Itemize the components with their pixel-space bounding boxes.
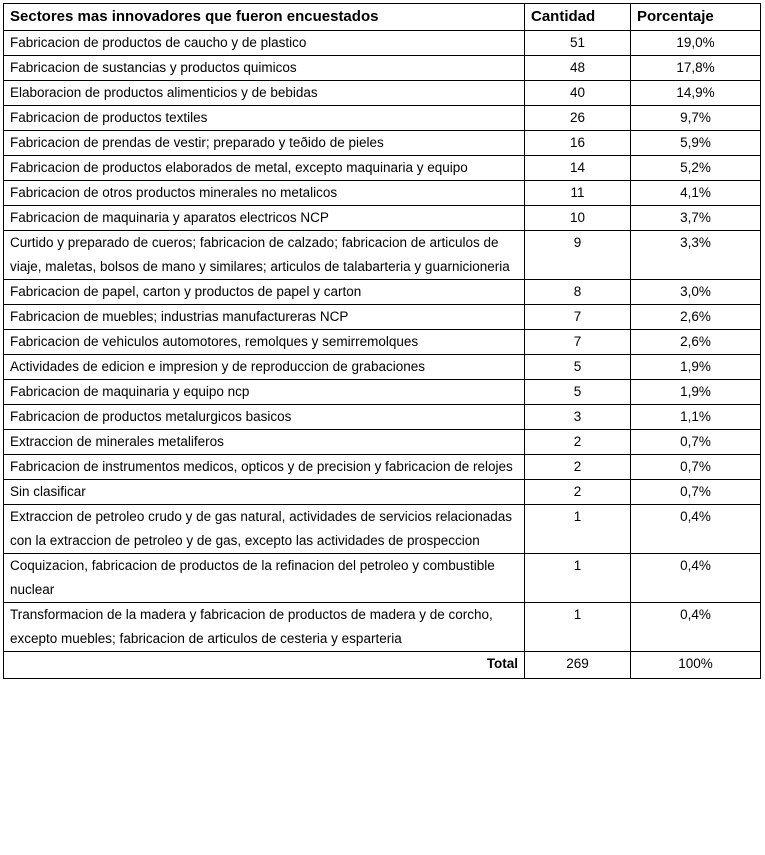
porcentaje-cell: 4,1% [631, 181, 761, 206]
porcentaje-cell: 2,6% [631, 330, 761, 355]
table-row [4, 81, 761, 106]
sector-cell: Coquizacion, fabricacion de productos de la refinacion del petroleo y combustible nuclear [4, 554, 525, 603]
table-row [4, 405, 761, 430]
sector-cell: Fabricacion de instrumentos medicos, opticos y de precision y fabricacion de relojes [4, 455, 525, 480]
sector-cell: Extraccion de petroleo crudo y de gas natural, actividades de servicios relacionadas con la extraccion de petroleo y de gas, excepto las actividades de prospeccion [4, 505, 525, 554]
porcentaje-cell: 3,3% [631, 231, 761, 280]
sector-cell: Fabricacion de muebles; industrias manufactureras NCP [4, 305, 525, 330]
porcentaje-cell: 1,9% [631, 355, 761, 380]
table-row [4, 106, 761, 131]
cantidad-cell: 3 [525, 405, 631, 430]
porcentaje-cell: 0,7% [631, 480, 761, 505]
sector-cell: Extraccion de minerales metaliferos [4, 430, 525, 455]
sector-cell: Fabricacion de prendas de vestir; preparado y teðido de pieles [4, 131, 525, 156]
porcentaje-cell: 5,2% [631, 156, 761, 181]
cantidad-cell: 7 [525, 330, 631, 355]
table-row [4, 181, 761, 206]
cantidad-cell: 5 [525, 380, 631, 405]
table-row [4, 131, 761, 156]
cantidad-cell: 1 [525, 603, 631, 652]
table-row [4, 480, 761, 505]
header-porcentaje: Porcentaje [631, 4, 761, 31]
porcentaje-cell: 1,1% [631, 405, 761, 430]
cantidad-cell: 40 [525, 81, 631, 106]
table-row [4, 156, 761, 181]
porcentaje-cell: 3,7% [631, 206, 761, 231]
cantidad-cell: 1 [525, 554, 631, 603]
sector-cell: Fabricacion de productos metalurgicos basicos [4, 405, 525, 430]
cantidad-cell: 2 [525, 430, 631, 455]
cantidad-cell: 48 [525, 56, 631, 81]
table-row [4, 305, 761, 330]
sector-cell: Transformacion de la madera y fabricacion de productos de madera y de corcho, excepto muebles; fabricacion de articulos de cesteria y esparteria [4, 603, 525, 652]
sector-cell: Elaboracion de productos alimenticios y de bebidas [4, 81, 525, 106]
sector-cell: Fabricacion de maquinaria y aparatos electricos NCP [4, 206, 525, 231]
sector-cell: Fabricacion de maquinaria y equipo ncp [4, 380, 525, 405]
table-row [4, 206, 761, 231]
porcentaje-cell: 5,9% [631, 131, 761, 156]
cantidad-cell: 16 [525, 131, 631, 156]
header-sector: Sectores mas innovadores que fueron encuestados [4, 4, 525, 31]
sectors-table [3, 3, 761, 679]
cantidad-cell: 8 [525, 280, 631, 305]
table-row [4, 603, 761, 652]
table-row [4, 505, 761, 554]
cantidad-cell: 11 [525, 181, 631, 206]
table-row [4, 380, 761, 405]
total-row [4, 652, 761, 679]
cantidad-cell: 26 [525, 106, 631, 131]
cantidad-cell: 5 [525, 355, 631, 380]
cantidad-cell: 14 [525, 156, 631, 181]
porcentaje-cell: 0,4% [631, 603, 761, 652]
porcentaje-cell: 0,7% [631, 455, 761, 480]
porcentaje-cell: 0,4% [631, 505, 761, 554]
sector-cell: Fabricacion de productos textiles [4, 106, 525, 131]
header-cantidad: Cantidad [525, 4, 631, 31]
table-row [4, 355, 761, 380]
porcentaje-cell: 2,6% [631, 305, 761, 330]
table-row [4, 31, 761, 56]
sector-cell: Fabricacion de otros productos minerales no metalicos [4, 181, 525, 206]
table-row [4, 56, 761, 81]
total-label: Total [4, 652, 525, 679]
porcentaje-cell: 19,0% [631, 31, 761, 56]
sector-cell: Curtido y preparado de cueros; fabricacion de calzado; fabricacion de articulos de viaje, maletas, bolsos de mano y similares; articulos de talabarteria y guarnicioneria [4, 231, 525, 280]
cantidad-cell: 51 [525, 31, 631, 56]
porcentaje-cell: 3,0% [631, 280, 761, 305]
table-row [4, 455, 761, 480]
table-row [4, 280, 761, 305]
sector-cell: Fabricacion de vehiculos automotores, remolques y semirremolques [4, 330, 525, 355]
table-row [4, 330, 761, 355]
cantidad-cell: 2 [525, 455, 631, 480]
table-row [4, 430, 761, 455]
porcentaje-cell: 0,4% [631, 554, 761, 603]
table-row [4, 231, 761, 280]
cantidad-cell: 7 [525, 305, 631, 330]
sector-cell: Fabricacion de sustancias y productos quimicos [4, 56, 525, 81]
cantidad-cell: 10 [525, 206, 631, 231]
sector-cell: Sin clasificar [4, 480, 525, 505]
header-row [4, 4, 761, 31]
sector-cell: Fabricacion de productos de caucho y de plastico [4, 31, 525, 56]
porcentaje-cell: 9,7% [631, 106, 761, 131]
cantidad-cell: 9 [525, 231, 631, 280]
porcentaje-cell: 1,9% [631, 380, 761, 405]
total-porcentaje: 100% [631, 652, 761, 679]
total-cantidad: 269 [525, 652, 631, 679]
sector-cell: Fabricacion de papel, carton y productos de papel y carton [4, 280, 525, 305]
porcentaje-cell: 14,9% [631, 81, 761, 106]
table-row [4, 554, 761, 603]
table-body [4, 31, 761, 652]
porcentaje-cell: 0,7% [631, 430, 761, 455]
sector-cell: Fabricacion de productos elaborados de metal, excepto maquinaria y equipo [4, 156, 525, 181]
cantidad-cell: 2 [525, 480, 631, 505]
porcentaje-cell: 17,8% [631, 56, 761, 81]
cantidad-cell: 1 [525, 505, 631, 554]
sector-cell: Actividades de edicion e impresion y de reproduccion de grabaciones [4, 355, 525, 380]
